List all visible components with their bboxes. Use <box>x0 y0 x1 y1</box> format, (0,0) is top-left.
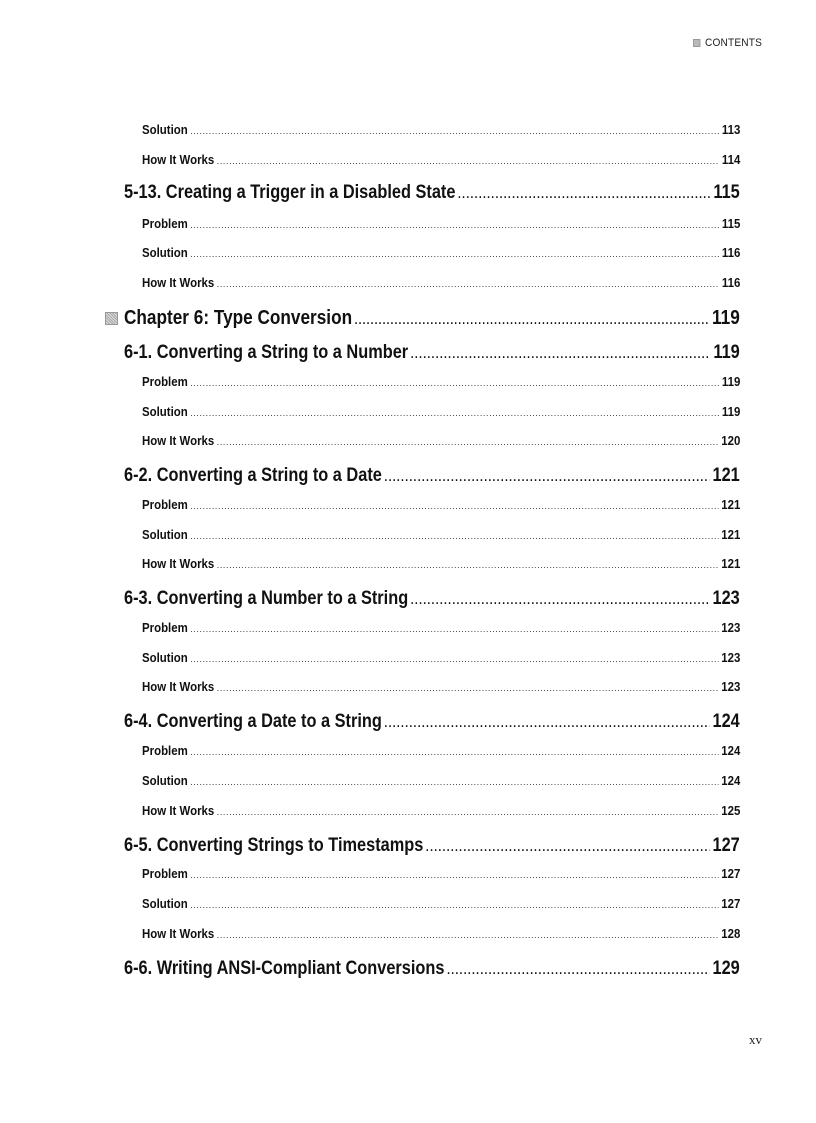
toc-entry-title: 5-13. Creating a Trigger in a Disabled State <box>124 182 456 203</box>
toc-entry-page: 123 <box>721 679 741 694</box>
toc-section-entry[interactable] <box>124 711 740 733</box>
dot-leader <box>217 556 719 571</box>
toc-subsection-entry[interactable] <box>142 556 740 571</box>
toc-entry-title: Problem <box>142 216 188 231</box>
dot-leader <box>411 588 710 610</box>
toc-entry-page: 116 <box>721 275 741 290</box>
toc-entry-page: 119 <box>713 342 740 363</box>
toc-entry-page: 127 <box>721 866 741 881</box>
dot-leader <box>217 275 719 290</box>
toc-entry-page: 124 <box>712 711 740 732</box>
toc-entry-title: Problem <box>142 866 188 881</box>
toc-subsection-entry[interactable] <box>142 866 740 881</box>
toc-section-entry[interactable] <box>124 958 740 980</box>
toc-subsection-entry[interactable] <box>142 803 740 818</box>
toc-entry-page: 121 <box>721 527 741 542</box>
dot-leader <box>190 216 719 231</box>
toc-entry-page: 128 <box>721 926 741 941</box>
toc-subsection-entry[interactable] <box>142 433 740 448</box>
toc-entry-title: 6-6. Writing ANSI-Compliant Conversions <box>124 958 445 979</box>
dot-leader <box>190 527 718 542</box>
toc-subsection-entry[interactable] <box>142 122 740 137</box>
toc-entry-page: 115 <box>713 182 740 203</box>
dot-leader <box>190 497 718 512</box>
toc-entry-title: How It Works <box>142 556 215 571</box>
toc-entry-title: Solution <box>142 527 188 542</box>
toc-subsection-entry[interactable] <box>142 275 740 290</box>
toc-entry-title: Problem <box>142 620 188 635</box>
toc-entry-page: 124 <box>721 773 741 788</box>
dot-leader <box>217 679 719 694</box>
toc-subsection-entry[interactable] <box>142 404 740 419</box>
dot-leader <box>217 152 719 167</box>
toc-subsection-entry[interactable] <box>142 216 740 231</box>
toc-entry-title: 6-1. Converting a String to a Number <box>124 342 409 363</box>
toc-entry-page: 123 <box>721 650 741 665</box>
toc-entry-title: Solution <box>142 245 188 260</box>
dot-leader <box>384 711 709 733</box>
dot-leader <box>190 245 719 260</box>
toc-entry-title: Solution <box>142 773 188 788</box>
toc-entry-title: Solution <box>142 404 188 419</box>
toc-entry-page: 125 <box>721 803 741 818</box>
dot-leader <box>217 803 719 818</box>
dot-leader <box>426 835 710 857</box>
toc-entry-page: 124 <box>721 743 741 758</box>
toc-entry-title: How It Works <box>142 926 215 941</box>
toc-section-entry[interactable] <box>124 588 740 610</box>
toc-chapter-entry[interactable] <box>124 307 740 330</box>
dot-leader <box>190 620 718 635</box>
running-header-label: CONTENTS <box>704 37 762 49</box>
toc-entry-title: Problem <box>142 374 188 389</box>
toc-entry-page: 123 <box>712 588 740 609</box>
toc-entry-title: How It Works <box>142 152 215 167</box>
toc-subsection-entry[interactable] <box>142 527 740 542</box>
toc-entry-title: Solution <box>142 650 188 665</box>
dot-leader <box>355 307 710 330</box>
toc-entry-title: How It Works <box>142 433 215 448</box>
chapter-marker-icon <box>105 312 118 325</box>
dot-leader <box>190 122 719 137</box>
header-square-icon <box>693 39 700 47</box>
toc-subsection-entry[interactable] <box>142 497 740 512</box>
toc-entry-page: 115 <box>721 216 741 231</box>
toc-section-entry[interactable] <box>124 182 740 204</box>
dot-leader <box>217 433 719 448</box>
toc-subsection-entry[interactable] <box>142 679 740 694</box>
toc-entry-page: 127 <box>712 835 740 856</box>
dot-leader <box>190 896 718 911</box>
toc-subsection-entry[interactable] <box>142 374 740 389</box>
toc-entry-page: 121 <box>721 556 741 571</box>
toc-entry-page: 119 <box>721 404 741 419</box>
toc-entry-page: 123 <box>721 620 741 635</box>
toc-entry-title: How It Works <box>142 679 215 694</box>
dot-leader <box>411 342 711 364</box>
toc-subsection-entry[interactable] <box>142 926 740 941</box>
toc-subsection-entry[interactable] <box>142 650 740 665</box>
toc-entry-page: 121 <box>721 497 741 512</box>
toc-entry-page: 121 <box>712 465 740 486</box>
toc-entry-title: Chapter 6: Type Conversion <box>124 307 353 329</box>
toc-subsection-entry[interactable] <box>142 152 740 167</box>
dot-leader <box>458 182 711 204</box>
toc-entry-page: 116 <box>721 245 741 260</box>
toc-subsection-entry[interactable] <box>142 743 740 758</box>
dot-leader <box>190 374 719 389</box>
toc-entry-page: 127 <box>721 896 741 911</box>
toc-entry-page: 129 <box>712 958 740 979</box>
toc-section-entry[interactable] <box>124 465 740 487</box>
dot-leader <box>190 743 718 758</box>
dot-leader <box>190 866 718 881</box>
toc-entry-page: 119 <box>712 307 740 329</box>
toc-entry-title: How It Works <box>142 275 215 290</box>
dot-leader <box>190 404 719 419</box>
dot-leader <box>190 650 718 665</box>
dot-leader <box>190 773 718 788</box>
toc-subsection-entry[interactable] <box>142 620 740 635</box>
dot-leader <box>217 926 719 941</box>
toc-entry-page: 119 <box>721 374 741 389</box>
toc-subsection-entry[interactable] <box>142 245 740 260</box>
running-header <box>693 37 762 49</box>
toc-entry-title: 6-3. Converting a Number to a String <box>124 588 409 609</box>
toc-section-entry[interactable] <box>124 835 740 857</box>
toc-section-entry[interactable] <box>124 342 740 364</box>
toc-entry-title: 6-4. Converting a Date to a String <box>124 711 382 732</box>
toc-subsection-entry[interactable] <box>142 896 740 911</box>
toc-entry-title: Solution <box>142 896 188 911</box>
toc-entry-title: 6-2. Converting a String to a Date <box>124 465 382 486</box>
toc-entry-title: Problem <box>142 743 188 758</box>
toc-subsection-entry[interactable] <box>142 773 740 788</box>
dot-leader <box>384 465 709 487</box>
toc-entry-title: 6-5. Converting Strings to Timestamps <box>124 835 424 856</box>
toc-entry-title: Problem <box>142 497 188 512</box>
page-number: xv <box>749 1032 762 1047</box>
toc-entry-page: 113 <box>721 122 741 137</box>
toc-entry-title: How It Works <box>142 803 215 818</box>
toc-entry-title: Solution <box>142 122 188 137</box>
dot-leader <box>447 958 710 980</box>
toc-entry-page: 114 <box>721 152 741 167</box>
toc-entry-page: 120 <box>721 433 741 448</box>
